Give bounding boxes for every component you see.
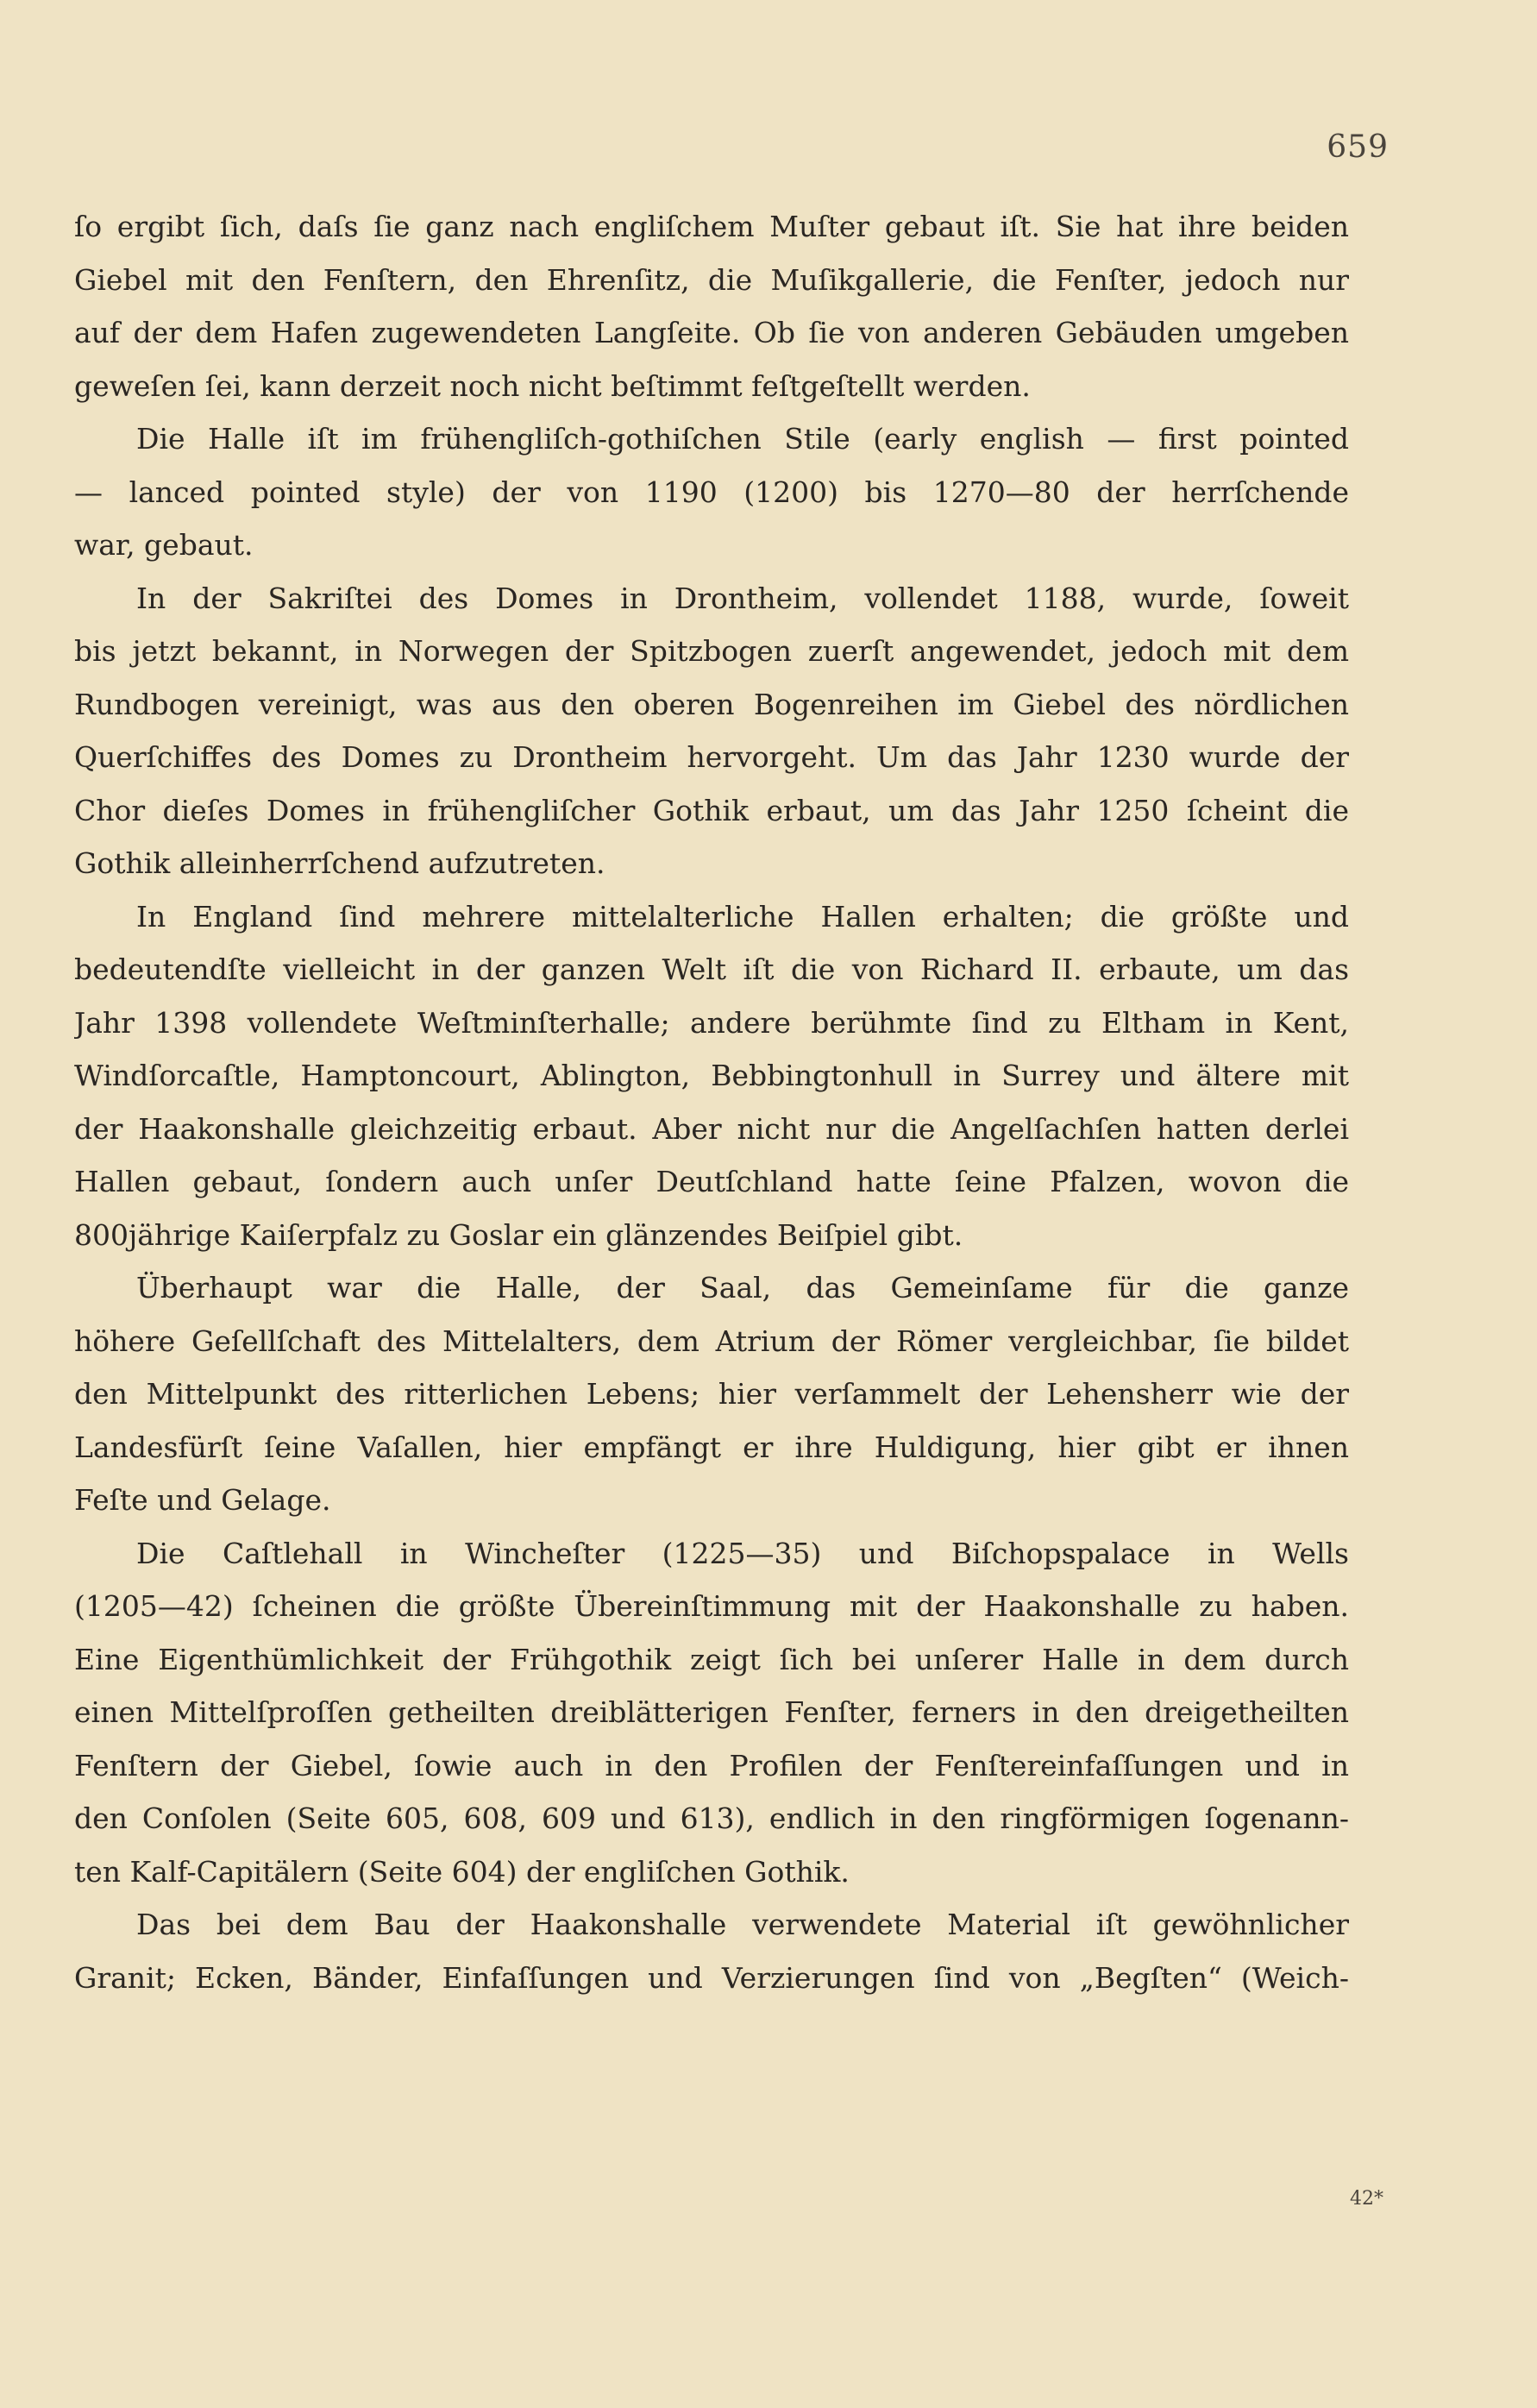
- text-line: ten Kalf-Capitälern (Seite 604) der engliſchen Gothik.: [74, 1854, 850, 1889]
- text-line: In der Sakriſtei des Domes in Drontheim, vollendet 1188, wurde, ſoweit: [136, 581, 1349, 615]
- text-line: Rundbogen vereinigt, was aus den oberen Bogenreihen im Giebel des nördlichen: [74, 687, 1349, 721]
- text-line: Gothik alleinherrſchend aufzutreten.: [74, 846, 605, 880]
- text-line: auf der dem Hafen zugewendeten Langſeite. Ob ſie von anderen Gebäuden umgeben: [74, 316, 1349, 349]
- text-line: ſo ergibt ſich, daſs ſie ganz nach engliſchem Muſter gebaut iſt. Sie hat ihre beiden: [74, 210, 1349, 243]
- text-line: Hallen gebaut, ſondern auch unſer Deutſchland hatte ſeine Pfalzen, wovon die: [74, 1165, 1349, 1198]
- text-line: geweſen ſei, kann derzeit noch nicht beſtimmt feſtgeſtellt werden.: [74, 368, 1031, 403]
- text-line: höhere Geſellſchaft des Mittelalters, dem Atrium der Römer vergleichbar, ſie bildet: [74, 1323, 1349, 1358]
- text-line: Windſorcaſtle, Hamptoncourt, Ablington, Bebbingtonhull in Surrey und ältere mit: [74, 1059, 1349, 1092]
- text-line: Landesfürſt ſeine Vaſallen, hier empfängt er ihre Huldigung, hier gibt er ihnen: [74, 1430, 1349, 1464]
- text-line: bedeutendſte vielleicht in der ganzen Welt iſt die von Richard II. erbaute, um das: [74, 953, 1349, 986]
- text-line: Überhaupt war die Halle, der Saal, das Gemeinſame für die ganze: [136, 1271, 1349, 1305]
- text-line: bis jetzt bekannt, in Norwegen der Spitzbogen zuerſt angewendet, jedoch mit dem: [74, 634, 1349, 668]
- text-line: Die Caſtlehall in Wincheſter (1225—35) und Biſchopspalace in Wells: [136, 1536, 1349, 1570]
- text-line: einen Mittelſproſſen getheilten dreiblätterigen Fenſter, ferners in den dreigetheilten: [74, 1695, 1349, 1729]
- text-line: Die Halle iſt im frühengliſch-gothiſchen Stile (early english — first pointed: [136, 422, 1349, 456]
- text-line: — lanced pointed style) der von 1190 (1200) bis 1270—80 der herrſchende: [74, 475, 1349, 509]
- text-line: Feſte und Gelage.: [74, 1483, 331, 1517]
- text-line: Fenſtern der Giebel, ſowie auch in den Profilen der Fenſtereinfaſſungen und in: [74, 1748, 1349, 1782]
- text-line: der Haakonshalle gleichzeitig erbaut. Aber nicht nur die Angelſachſen hatten derlei: [74, 1111, 1349, 1146]
- text-line: Das bei dem Bau der Haakonshalle verwendete Material iſt gewöhnlicher: [136, 1908, 1349, 1941]
- text-line: den Mittelpunkt des ritterlichen Lebens; hier verſammelt der Lehensherr wie der: [74, 1377, 1349, 1411]
- text-line: Querſchiffes des Domes zu Drontheim hervorgeht. Um das Jahr 1230 wurde der: [74, 740, 1349, 774]
- text-line: 800jährige Kaiſerpfalz zu Goslar ein glänzendes Beiſpiel gibt.: [74, 1217, 963, 1252]
- text-line: Giebel mit den Fenſtern, den Ehrenſitz, die Muſikgallerie, die Fenſter, jedoch nur: [74, 262, 1349, 297]
- text-line: (1205—42) ſcheinen die größte Übereinſtimmung mit der Haakonshalle zu haben.: [74, 1589, 1349, 1623]
- text-line: war, gebaut.: [74, 528, 254, 562]
- text-line: Eine Eigenthümlichkeit der Frühgothik zeigt ſich bei unſerer Halle in dem durch: [74, 1642, 1349, 1676]
- text-line: In England ſind mehrere mittelalterliche Hallen erhalten; die größte und: [136, 899, 1349, 934]
- signature-mark: 42*: [1350, 2188, 1383, 2210]
- body-text: [74, 200, 1349, 2004]
- text-line: Jahr 1398 vollendete Weſtminſterhalle; andere berühmte ſind zu Eltham in Kent,: [74, 1005, 1349, 1040]
- text-line: Chor dieſes Domes in frühengliſcher Gothik erbaut, um das Jahr 1250 ſcheint die: [74, 793, 1349, 827]
- page-number: 659: [1327, 129, 1389, 165]
- text-line: den Conſolen (Seite 605, 608, 609 und 613), endlich in den ringförmigen ſogenann-: [74, 1801, 1349, 1835]
- text-line: Granit; Ecken, Bänder, Einfaſſungen und Verzierungen ſind von „Begſten“ (Weich-: [74, 1960, 1349, 1995]
